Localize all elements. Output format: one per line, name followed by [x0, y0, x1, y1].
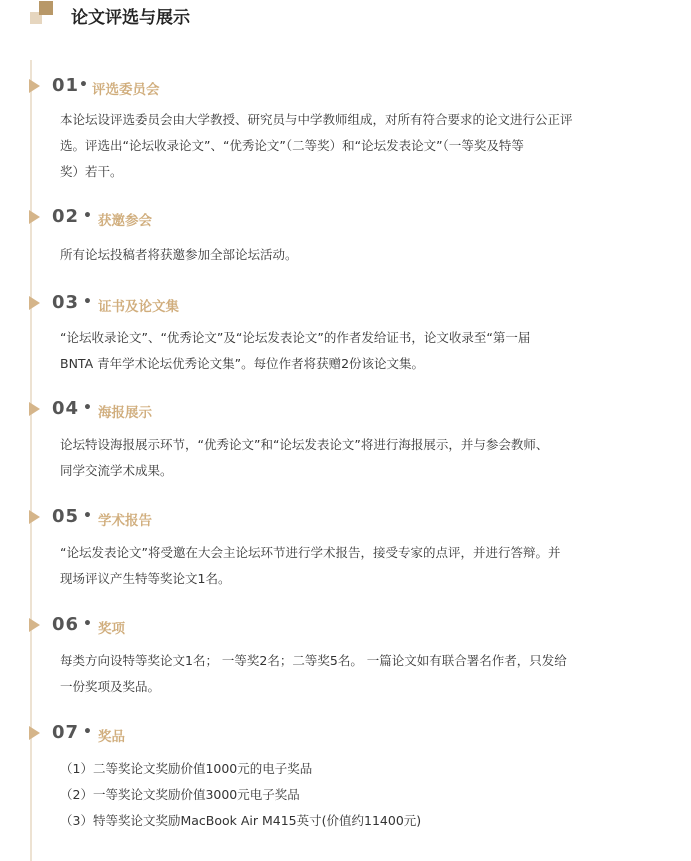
- section-body: [60, 432, 632, 484]
- body-line: 论坛特设海报展示环节，“优秀论文”和“论坛发表论文”将进行海报展示，并与参会教师、: [60, 437, 549, 452]
- body-line: 现场评议产生特等奖论文1名。: [60, 571, 231, 586]
- section-number: 05: [52, 506, 80, 527]
- section-body: [60, 325, 632, 377]
- triangle-bullet-icon: [29, 296, 40, 310]
- body-line: （3）特等奖论文奖励MacBook Air M415英寸(价值约11400元): [60, 813, 422, 828]
- section-number: 03: [52, 292, 80, 313]
- section-body: [60, 107, 632, 185]
- section-header: [0, 75, 691, 97]
- section-header: [0, 292, 691, 314]
- triangle-bullet-icon: [29, 79, 40, 93]
- section-title: 获邀参会: [98, 213, 152, 229]
- triangle-bullet-icon: [29, 510, 40, 524]
- section-header: [0, 398, 691, 420]
- page-title: 论文评选与展示: [71, 8, 190, 28]
- section-title: 评选委员会: [92, 82, 160, 98]
- section-bullet-dot: •: [83, 724, 92, 740]
- body-line: BNTA 青年学术论坛优秀论文集”。每位作者将获赠2份该论文集。: [60, 356, 425, 371]
- section-body: [60, 756, 632, 834]
- section-body: [60, 648, 632, 700]
- section-title: 奖品: [98, 729, 125, 745]
- body-line: （2）一等奖论文奖励价值3000元电子奖品: [60, 787, 300, 802]
- section-bullet-dot: •: [83, 400, 92, 416]
- triangle-bullet-icon: [29, 618, 40, 632]
- section-title: 海报展示: [98, 405, 152, 421]
- section-header: [0, 206, 691, 228]
- section-number: 04: [52, 398, 80, 419]
- section-number: 01: [52, 75, 80, 96]
- body-line: 选。评选出“论坛收录论文”、“优秀论文”（二等奖）和“论坛发表论文”（一等奖及特等: [60, 138, 524, 153]
- section-bullet-dot: •: [83, 616, 92, 632]
- body-line: 本论坛设评选委员会由大学教授、研究员与中学教师组成，对所有符合要求的论文进行公正评: [60, 112, 573, 127]
- triangle-bullet-icon: [29, 726, 40, 740]
- section-header: [0, 614, 691, 636]
- section-number: 06: [52, 614, 80, 635]
- section-bullet-dot: •: [83, 508, 92, 524]
- body-line: 同学交流学术成果。: [60, 463, 173, 478]
- body-line: “论坛发表论文”将受邀在大会主论坛环节进行学术报告，接受专家的点评，并进行答辩。并: [60, 545, 561, 560]
- section-header: [0, 506, 691, 528]
- section-title: 证书及论文集: [98, 299, 179, 315]
- body-line: 所有论坛投稿者将获邀参加全部论坛活动。: [60, 247, 298, 262]
- section-header: [0, 722, 691, 744]
- page-header: [30, 0, 670, 30]
- section-body: [60, 540, 632, 592]
- body-line: 奖）若干。: [60, 164, 123, 179]
- body-line: “论坛收录论文”、“优秀论文”及“论坛发表论文”的作者发给证书，论文收录至“第一届: [60, 330, 531, 345]
- section-bullet-dot: •: [79, 77, 88, 93]
- section-body: [60, 242, 632, 268]
- body-line: 一份奖项及奖品。: [60, 679, 161, 694]
- section-bullet-dot: •: [83, 208, 92, 224]
- section-number: 02: [52, 206, 80, 227]
- body-line: （1）二等奖论文奖励价值1000元的电子奖品: [60, 761, 313, 776]
- decor-square-icon: [39, 1, 53, 15]
- section-title: 学术报告: [98, 513, 152, 529]
- section-number: 07: [52, 722, 80, 743]
- section-title: 奖项: [98, 621, 125, 637]
- triangle-bullet-icon: [29, 402, 40, 416]
- body-line: 每类方向设特等奖论文1名； 一等奖2名；二等奖5名。 一篇论文如有联合署名作者，只发给: [60, 653, 567, 668]
- triangle-bullet-icon: [29, 210, 40, 224]
- section-bullet-dot: •: [83, 294, 92, 310]
